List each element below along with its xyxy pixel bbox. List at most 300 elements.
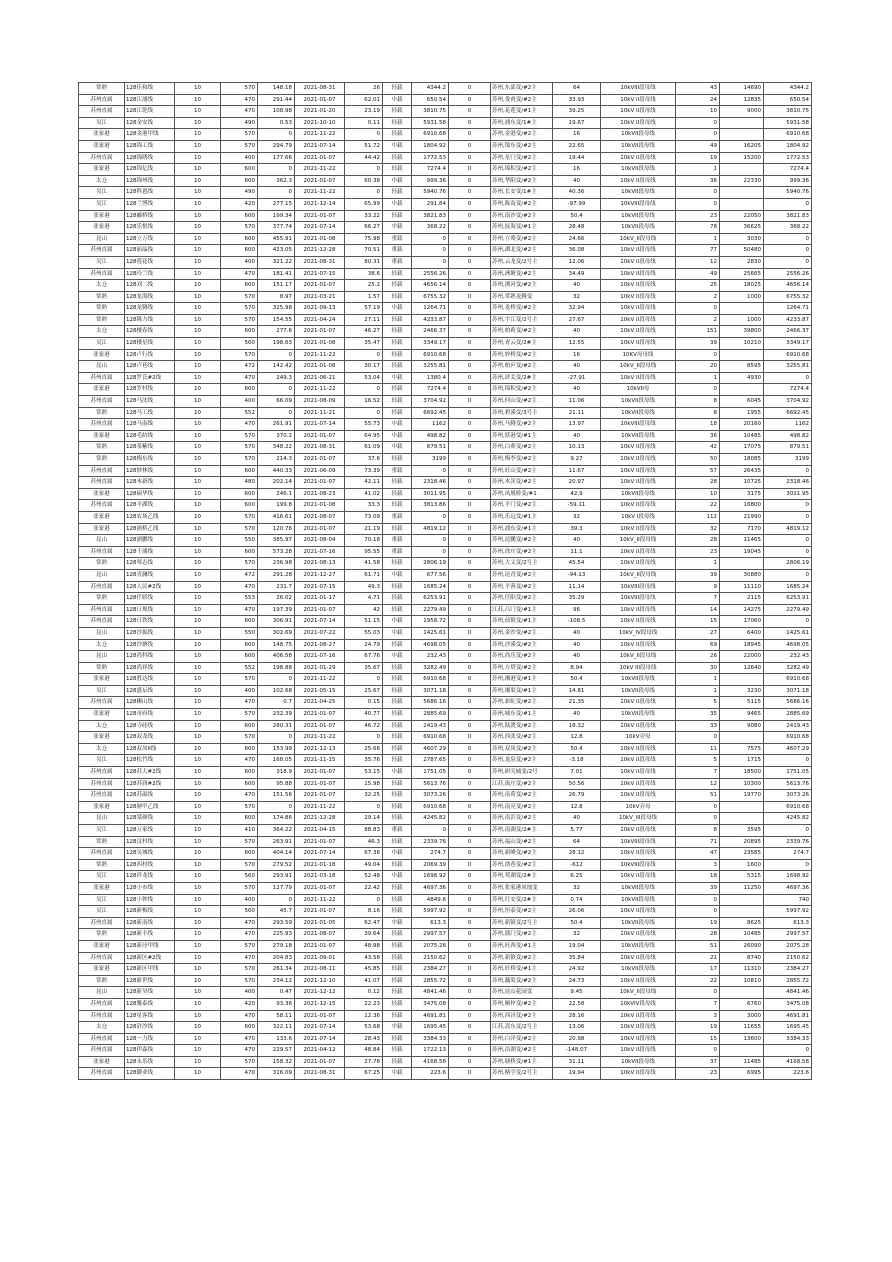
max-current-cell: 0	[258, 801, 295, 813]
busbar-cell: 10kV II段母线	[601, 848, 676, 860]
voltage-cell: 10	[175, 952, 221, 964]
table-row	[79, 882, 812, 894]
load-rate-cell: 25.66	[345, 743, 383, 755]
max-current-cell: 181.41	[258, 268, 295, 280]
voltage-cell: 10	[175, 917, 221, 929]
region-cell: 苏州直属	[79, 396, 125, 408]
user-count-cell: 49	[676, 140, 720, 152]
transformer-load-cell: -59.11	[553, 500, 601, 512]
load-rate-cell: 0.12	[345, 987, 383, 999]
voltage-cell: 10	[175, 338, 221, 350]
substation-cell: 苏州,新镇变/#2主	[491, 952, 553, 964]
capacity-cell: 22050	[720, 210, 764, 222]
substation-cell: 苏州,藕渠变/#2主	[491, 975, 553, 987]
transformer-load-cell: 33.93	[553, 94, 601, 106]
max-current-cell: 364.22	[258, 825, 295, 837]
available-capacity-cell: 2419.43	[412, 720, 449, 732]
user-count-cell: 0	[676, 384, 720, 396]
line-name-cell: 128锦州线	[125, 175, 175, 187]
voltage-cell: 10	[175, 1068, 221, 1080]
load-level-cell: 轻载	[383, 361, 412, 373]
max-current-cell: 362.3	[258, 175, 295, 187]
load-level-cell: 中载	[383, 140, 412, 152]
open-capacity-cell: 4245.82	[764, 813, 812, 825]
date-cell: 2021-01-07	[295, 790, 345, 802]
busbar-cell: 10kV II段母线	[601, 616, 676, 628]
region-cell: 吴江	[79, 338, 125, 350]
transformer-load-cell: 12.8	[553, 732, 601, 744]
load-rate-cell: 0	[345, 129, 383, 141]
date-cell: 2021-08-09	[295, 396, 345, 408]
max-current-cell: 261.91	[258, 419, 295, 431]
available-capacity-cell: 1162	[412, 419, 449, 431]
voltage-cell: 10	[175, 83, 221, 95]
line-name-cell: 128青澜线	[125, 569, 175, 581]
voltage-cell: 10	[175, 245, 221, 257]
value-cell: 0	[449, 697, 491, 709]
line-name-cell: 128伊森线	[125, 1045, 175, 1057]
open-capacity-cell: 4233.87	[764, 314, 812, 326]
max-current-cell: 302.69	[258, 627, 295, 639]
available-capacity-cell: 3821.83	[412, 210, 449, 222]
substation-cell: 苏州,金沙变/#2主	[491, 627, 553, 639]
region-cell: 常熟	[79, 454, 125, 466]
table-row	[79, 396, 812, 408]
transformer-load-cell: 40	[553, 326, 601, 338]
capacity-cell: 1000	[720, 291, 764, 303]
user-count-cell: 7	[676, 998, 720, 1010]
voltage-cell: 10	[175, 593, 221, 605]
line-name-cell: 128龙腾线	[125, 303, 175, 315]
max-current-cell: 322.11	[258, 1022, 295, 1034]
date-cell: 2021-12-28	[295, 245, 345, 257]
capacity-cell: 21990	[720, 511, 764, 523]
substation-cell: 苏州,云龙变/2号主	[491, 256, 553, 268]
open-capacity-cell: 6910.68	[764, 732, 812, 744]
load-level-cell: 轻载	[383, 906, 412, 918]
region-cell: 苏州直属	[79, 998, 125, 1010]
load-level-cell: 轻载	[383, 349, 412, 361]
table-row	[79, 987, 812, 999]
line-name-cell: 128锦工线	[125, 140, 175, 152]
available-capacity-cell: 4697.36	[412, 882, 449, 894]
table-row	[79, 558, 812, 570]
transformer-load-cell: 21.35	[553, 697, 601, 709]
value-cell: 0	[449, 152, 491, 164]
table-row	[79, 430, 812, 442]
max-current-cell: 95.88	[258, 778, 295, 790]
region-cell: 苏州直属	[79, 581, 125, 593]
load-rate-cell: 55.73	[345, 419, 383, 431]
user-count-cell: 18	[676, 419, 720, 431]
available-capacity-cell: 0	[412, 535, 449, 547]
date-cell: 2021-01-08	[295, 338, 345, 350]
transformer-load-cell: 40	[553, 639, 601, 651]
rated-current-cell: 570	[221, 964, 258, 976]
line-name-cell: 128沙塘线	[125, 639, 175, 651]
rated-current-cell: 400	[221, 256, 258, 268]
voltage-cell: 10	[175, 407, 221, 419]
load-rate-cell: 35.76	[345, 755, 383, 767]
rated-current-cell: 600	[221, 164, 258, 176]
capacity-cell: 2115	[720, 593, 764, 605]
max-current-cell: 148.75	[258, 639, 295, 651]
load-level-cell: 轻载	[383, 952, 412, 964]
region-cell: 昆山	[79, 535, 125, 547]
value-cell: 0	[449, 256, 491, 268]
date-cell: 2021-07-14	[295, 616, 345, 628]
available-capacity-cell: 4691.81	[412, 1010, 449, 1022]
region-cell: 张家港	[79, 882, 125, 894]
voltage-cell: 10	[175, 755, 221, 767]
table-row	[79, 1056, 812, 1068]
load-rate-cell: 73.39	[345, 465, 383, 477]
rated-current-cell: 470	[221, 697, 258, 709]
open-capacity-cell: 2075.28	[764, 940, 812, 952]
transformer-load-cell: 11.67	[553, 465, 601, 477]
max-current-cell: 174.86	[258, 813, 295, 825]
available-capacity-cell: 2855.72	[412, 975, 449, 987]
busbar-cell: 10kV_II段母线	[601, 361, 676, 373]
open-capacity-cell: 7274.4	[764, 384, 812, 396]
value-cell: 0	[449, 917, 491, 929]
value-cell: 0	[449, 1010, 491, 1022]
transformer-load-cell: 32.94	[553, 303, 601, 315]
region-cell: 苏州直属	[79, 952, 125, 964]
busbar-cell: 10kVIII段母线	[601, 593, 676, 605]
date-cell: 2021-11-22	[295, 894, 345, 906]
rated-current-cell: 470	[221, 419, 258, 431]
available-capacity-cell: 4233.87	[412, 314, 449, 326]
date-cell: 2021-11-22	[295, 674, 345, 686]
user-count-cell: 43	[676, 83, 720, 95]
substation-cell: 苏州,城东变/#1主	[491, 709, 553, 721]
user-count-cell: 78	[676, 222, 720, 234]
line-name-cell: 128郦桥线	[125, 210, 175, 222]
load-rate-cell: 51.15	[345, 616, 383, 628]
region-cell: 昆山	[79, 813, 125, 825]
date-cell: 2021-01-07	[295, 604, 345, 616]
open-capacity-cell: 0	[764, 465, 812, 477]
busbar-cell: 10kV II段母线	[601, 106, 676, 118]
available-capacity-cell: 3704.92	[412, 396, 449, 408]
open-capacity-cell: 0	[764, 1045, 812, 1057]
load-rate-cell: 60.38	[345, 175, 383, 187]
load-rate-cell: 42.11	[345, 477, 383, 489]
table-row	[79, 314, 812, 326]
substation-cell: 苏州,宇江变/2号主	[491, 314, 553, 326]
busbar-cell: 10kV_IV段母线	[601, 627, 676, 639]
max-current-cell: 249.3	[258, 372, 295, 384]
value-cell: 0	[449, 1033, 491, 1045]
available-capacity-cell: 2384.27	[412, 964, 449, 976]
open-capacity-cell: 2150.62	[764, 952, 812, 964]
load-rate-cell: 88.83	[345, 825, 383, 837]
region-cell: 张家港	[79, 430, 125, 442]
voltage-cell: 10	[175, 709, 221, 721]
load-rate-cell: 27.78	[345, 1056, 383, 1068]
max-current-cell: 306.91	[258, 616, 295, 628]
region-cell: 苏州直属	[79, 1045, 125, 1057]
busbar-cell: 10kV II段母线	[601, 975, 676, 987]
rated-current-cell: 470	[221, 1010, 258, 1022]
capacity-cell: 6760	[720, 998, 764, 1010]
table-row	[79, 1022, 812, 1034]
substation-cell: 苏州,塘桥变/#1主	[491, 1056, 553, 1068]
load-level-cell: 轻载	[383, 720, 412, 732]
open-capacity-cell: 4697.36	[764, 882, 812, 894]
voltage-cell: 10	[175, 894, 221, 906]
substation-cell: 苏州,张家港凤凰变	[491, 882, 553, 894]
date-cell: 2021-12-13	[295, 743, 345, 755]
line-name-cell: 128狮山线	[125, 697, 175, 709]
load-rate-cell: 0	[345, 349, 383, 361]
capacity-cell: 22000	[720, 651, 764, 663]
load-rate-cell: 0	[345, 407, 383, 419]
value-cell: 0	[449, 140, 491, 152]
busbar-cell: 10kV II段母线	[601, 314, 676, 326]
load-level-cell: 中载	[383, 430, 412, 442]
transformer-load-cell: 40	[553, 175, 601, 187]
open-capacity-cell: 223.6	[764, 1068, 812, 1080]
available-capacity-cell: 0	[412, 233, 449, 245]
table-row	[79, 569, 812, 581]
open-capacity-cell: 2885.69	[764, 709, 812, 721]
table-row	[79, 975, 812, 987]
max-current-cell: 148.18	[258, 83, 295, 95]
substation-cell: 苏州,俞巷变/#2主	[491, 859, 553, 871]
value-cell: 0	[449, 651, 491, 663]
transformer-load-cell: 32	[553, 511, 601, 523]
user-count-cell: 0	[676, 129, 720, 141]
capacity-cell: 3000	[720, 1010, 764, 1022]
capacity-cell: 12640	[720, 662, 764, 674]
capacity-cell: 6995	[720, 1068, 764, 1080]
max-current-cell: 318.9	[258, 767, 295, 779]
voltage-cell: 10	[175, 500, 221, 512]
busbar-cell: 10kVII段母线	[601, 940, 676, 952]
date-cell: 2021-08-07	[295, 929, 345, 941]
busbar-cell: 10kV旁母	[601, 732, 676, 744]
voltage-cell: 10	[175, 581, 221, 593]
value-cell: 0	[449, 639, 491, 651]
table-row	[79, 1033, 812, 1045]
table-row	[79, 280, 812, 292]
substation-cell: 苏州,木渎变/#2主	[491, 477, 553, 489]
max-current-cell: 263.91	[258, 836, 295, 848]
max-current-cell: 0.53	[258, 117, 295, 129]
line-name-cell: 128苏润#2线	[125, 778, 175, 790]
substation-cell: 苏州,旺西变/#1主	[491, 940, 553, 952]
busbar-cell: 10kV II段母线	[601, 1022, 676, 1034]
load-rate-cell: 0	[345, 732, 383, 744]
voltage-cell: 10	[175, 871, 221, 883]
table-row	[79, 94, 812, 106]
load-rate-cell: 53.68	[345, 1022, 383, 1034]
available-capacity-cell: 1772.53	[412, 152, 449, 164]
table-row	[79, 361, 812, 373]
transformer-load-cell: 36.08	[553, 245, 601, 257]
load-level-cell: 重载	[383, 511, 412, 523]
date-cell: 2021-03-21	[295, 291, 345, 303]
voltage-cell: 10	[175, 1056, 221, 1068]
substation-cell: 苏州,福山变/#2主	[491, 836, 553, 848]
load-rate-cell: 49.3	[345, 581, 383, 593]
available-capacity-cell: 999.36	[412, 175, 449, 187]
max-current-cell: 0.47	[258, 987, 295, 999]
value-cell: 0	[449, 326, 491, 338]
transformer-load-cell: 31.11	[553, 1056, 601, 1068]
substation-cell: 苏州,长安变/1#主	[491, 187, 553, 199]
value-cell: 0	[449, 801, 491, 813]
load-rate-cell: 46.72	[345, 720, 383, 732]
date-cell: 2021-01-07	[295, 175, 345, 187]
rated-current-cell: 470	[221, 1045, 258, 1057]
region-cell: 苏州直属	[79, 790, 125, 802]
load-level-cell: 中载	[383, 848, 412, 860]
load-level-cell: 轻载	[383, 674, 412, 686]
rated-current-cell: 470	[221, 372, 258, 384]
busbar-cell: 10kV II段母线	[601, 604, 676, 616]
load-rate-cell: 35.47	[345, 338, 383, 350]
max-current-cell: 279.18	[258, 940, 295, 952]
substation-cell: 苏州,乐远变/#1主	[491, 511, 553, 523]
line-name-cell: 128尚科线	[125, 651, 175, 663]
transformer-load-cell: 9.27	[553, 454, 601, 466]
load-rate-cell: 62.01	[345, 94, 383, 106]
voltage-cell: 10	[175, 396, 221, 408]
capacity-cell: 23585	[720, 848, 764, 860]
busbar-cell: 10kV II段母线	[601, 477, 676, 489]
line-name-cell: 128新区#2线	[125, 952, 175, 964]
value-cell: 0	[449, 396, 491, 408]
date-cell: 2021-09-13	[295, 303, 345, 315]
busbar-cell: 10kVIII段母线	[601, 836, 676, 848]
rated-current-cell: 570	[221, 975, 258, 987]
table-row	[79, 140, 812, 152]
busbar-cell: 10kV II段母线	[601, 256, 676, 268]
available-capacity-cell: 5940.76	[412, 187, 449, 199]
user-count-cell: 7	[676, 767, 720, 779]
line-name-cell: 128金港甲线	[125, 129, 175, 141]
open-capacity-cell: 0	[764, 198, 812, 210]
busbar-cell: 10kV II段母线	[601, 743, 676, 755]
user-count-cell: 3	[676, 859, 720, 871]
date-cell: 2021-08-27	[295, 639, 345, 651]
max-current-cell: 199.8	[258, 500, 295, 512]
line-name-cell: 128罗村线	[125, 384, 175, 396]
substation-cell: 江苏,嵩东变/2号主	[491, 1022, 553, 1034]
region-cell: 吴江	[79, 117, 125, 129]
value-cell: 0	[449, 813, 491, 825]
table-row	[79, 1068, 812, 1080]
load-level-cell: 中载	[383, 627, 412, 639]
available-capacity-cell: 2318.46	[412, 477, 449, 489]
substation-cell: 苏州,湘港变/#1主	[491, 674, 553, 686]
load-rate-cell: 46.27	[345, 326, 383, 338]
user-count-cell: 5	[676, 697, 720, 709]
load-level-cell: 轻载	[383, 326, 412, 338]
line-name-cell: 128毛纺线	[125, 430, 175, 442]
line-name-cell: 128盛坛线	[125, 685, 175, 697]
date-cell: 2021-07-14	[295, 848, 345, 860]
open-capacity-cell: 0	[764, 233, 812, 245]
region-cell: 苏州直属	[79, 500, 125, 512]
substation-cell: 苏州,方塔变/#2主	[491, 662, 553, 674]
load-level-cell: 轻载	[383, 940, 412, 952]
date-cell: 2021-11-22	[295, 732, 345, 744]
busbar-cell: 10kVII段母线	[601, 685, 676, 697]
voltage-cell: 10	[175, 233, 221, 245]
rated-current-cell: 570	[221, 859, 258, 871]
load-rate-cell: 33.3	[345, 500, 383, 512]
load-level-cell: 轻载	[383, 558, 412, 570]
voltage-cell: 10	[175, 477, 221, 489]
table-row	[79, 917, 812, 929]
region-cell: 苏州直属	[79, 1033, 125, 1045]
date-cell: 2021-12-15	[295, 998, 345, 1010]
capacity-cell: 25665	[720, 268, 764, 280]
table-row	[79, 303, 812, 315]
user-count-cell: 22	[676, 975, 720, 987]
rated-current-cell: 470	[221, 268, 258, 280]
load-rate-cell: 41.58	[345, 558, 383, 570]
load-rate-cell: 23.19	[345, 106, 383, 118]
busbar-cell: 10kVIII段母线	[601, 419, 676, 431]
voltage-cell: 10	[175, 361, 221, 373]
rated-current-cell: 470	[221, 929, 258, 941]
available-capacity-cell: 5613.76	[412, 778, 449, 790]
busbar-cell: 10kV_II段母线	[601, 535, 676, 547]
load-rate-cell: 0	[345, 384, 383, 396]
table-row	[79, 627, 812, 639]
capacity-cell	[720, 801, 764, 813]
capacity-cell: 1715	[720, 755, 764, 767]
substation-cell: 苏州,南湖变/2#主	[491, 825, 553, 837]
transformer-load-cell: -97.99	[553, 198, 601, 210]
max-current-cell: 370.2	[258, 430, 295, 442]
region-cell: 常熟	[79, 975, 125, 987]
load-rate-cell: 21.19	[345, 523, 383, 535]
table-row	[79, 175, 812, 187]
date-cell: 2021-04-25	[295, 697, 345, 709]
date-cell: 2021-01-07	[295, 836, 345, 848]
available-capacity-cell: 2150.62	[412, 952, 449, 964]
load-level-cell: 重载	[383, 233, 412, 245]
rated-current-cell: 560	[221, 906, 258, 918]
transformer-load-cell: 35.84	[553, 952, 601, 964]
max-current-cell: 158.32	[258, 1056, 295, 1068]
date-cell: 2021-01-07	[295, 906, 345, 918]
open-capacity-cell: 879.51	[764, 442, 812, 454]
load-level-cell: 轻载	[383, 477, 412, 489]
busbar-cell: 10kV II段母线	[601, 825, 676, 837]
voltage-cell: 10	[175, 929, 221, 941]
region-cell: 昆山	[79, 651, 125, 663]
load-level-cell: 中载	[383, 419, 412, 431]
user-count-cell: 2	[676, 291, 720, 303]
busbar-cell: 10kV II段母线	[601, 697, 676, 709]
region-cell: 张家港	[79, 511, 125, 523]
transformer-load-cell: 40	[553, 430, 601, 442]
load-level-cell: 轻载	[383, 732, 412, 744]
voltage-cell: 10	[175, 940, 221, 952]
substation-cell: 苏州,大义变/2号主	[491, 558, 553, 570]
load-level-cell: 中载	[383, 175, 412, 187]
substation-cell: 苏州,研究城变/2号	[491, 767, 553, 779]
rated-current-cell: 400	[221, 685, 258, 697]
region-cell: 张家港	[79, 1056, 125, 1068]
